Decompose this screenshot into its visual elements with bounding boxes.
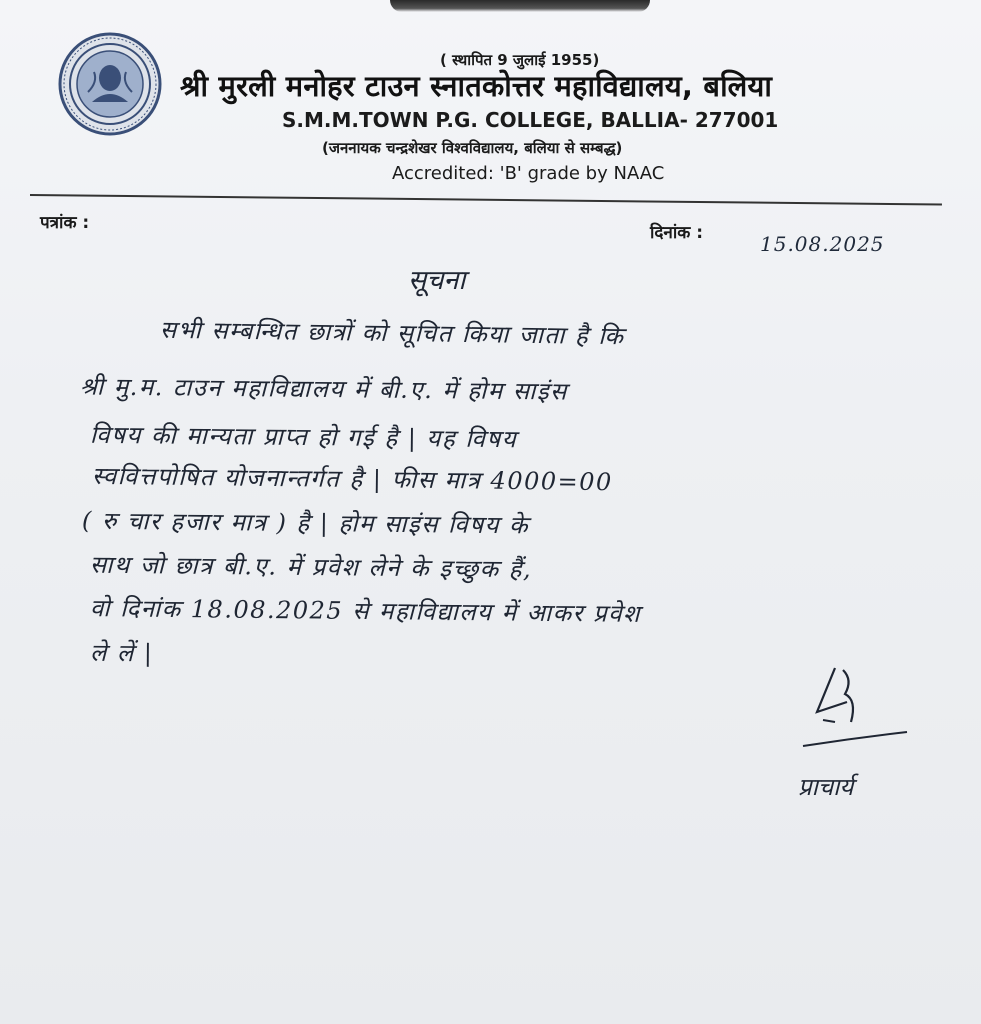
college-seal-icon xyxy=(58,32,162,136)
notice-line: ( रु चार हजार मात्र ) है | होम साइंस विषय के xyxy=(81,506,530,540)
signatory-title: प्राचार्य xyxy=(798,773,854,801)
pen-shadow xyxy=(390,0,650,12)
notice-line: वो दिनांक 18.08.2025 से महाविद्यालय में आकर प्रवेश xyxy=(89,594,642,628)
accreditation: Accredited: 'B' grade by NAAC xyxy=(392,163,665,184)
notice-heading: सूचना xyxy=(408,265,466,296)
signature-icon xyxy=(795,660,915,760)
notice-line: विषय की मान्यता प्राप्त हो गई है | यह विषय xyxy=(89,420,518,454)
header-divider xyxy=(30,194,942,206)
college-name-english: S.M.M.TOWN P.G. COLLEGE, BALLIA- 277001 xyxy=(282,108,779,132)
notice-line: सभी सम्बन्धित छात्रों को सूचित किया जाता है कि xyxy=(159,315,625,351)
notice-date: 15.08.2025 xyxy=(760,232,885,256)
college-name-hindi: श्री मुरली मनोहर टाउन स्नातकोत्तर महाविद्यालय, बलिया xyxy=(180,69,773,103)
notice-line: साथ जो छात्र बी.ए. में प्रवेश लेने के इच्छुक हैं, xyxy=(89,550,533,584)
notice-line: ले लें | xyxy=(89,638,154,668)
notice-line: स्ववित्तपोषित योजनान्तर्गत है | फीस मात्र 4000=00 xyxy=(91,461,613,497)
date-label: दिनांक : xyxy=(650,223,704,243)
affiliation: (जननायक चन्द्रशेखर विश्वविद्यालय, बलिया से सम्बद्ध) xyxy=(322,139,623,157)
reference-number-label: पत्रांक : xyxy=(40,213,90,233)
notice-line: श्री मु.म. टाउन महाविद्यालय में बी.ए. में होम साइंस xyxy=(79,372,568,406)
established-date: ( स्थापित 9 जुलाई 1955) xyxy=(440,51,600,69)
